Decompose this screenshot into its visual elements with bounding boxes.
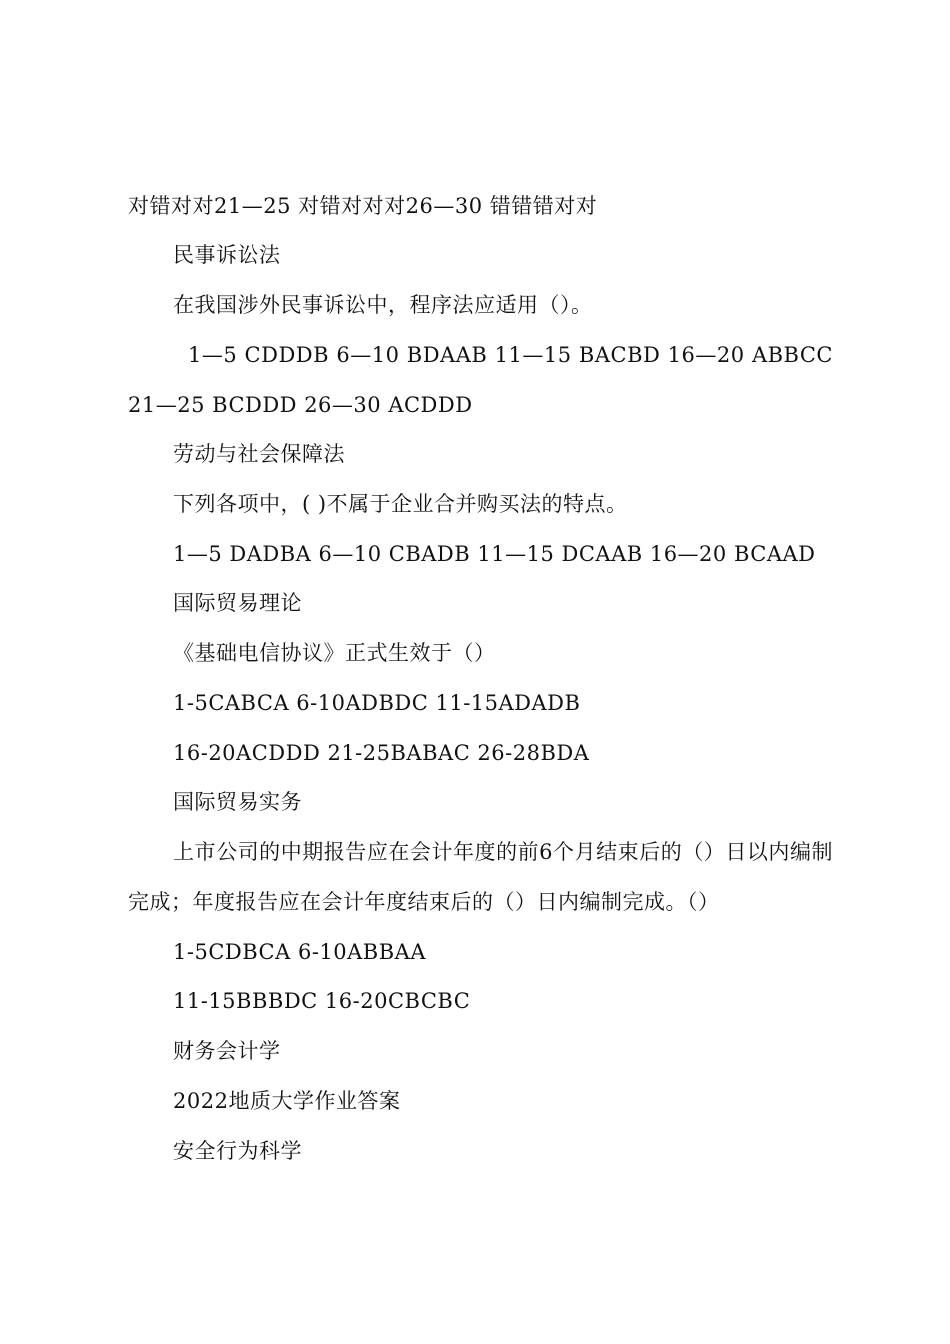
section-heading-civil-procedure: 民事诉讼法 [173, 243, 281, 267]
question-text: 《基础电信协议》正式生效于（） [173, 641, 496, 665]
answer-line: 11-15BBBDC 16-20CBCBC [173, 989, 471, 1013]
section-heading-financial-accounting: 财务会计学 [173, 1039, 281, 1063]
answer-line-judgement: 对错对对21—25 对错对对对26—30 错错错对对 [128, 194, 598, 218]
question-text: 上市公司的中期报告应在会计年度的前6个月结束后的（）日以内编制完成；年度报告应在会计年度结束后的（）日内编制完成。（） [128, 840, 833, 914]
answer-line: 1—5 DADBA 6—10 CBADB 11—15 DCAAB 16—20 BCAAD [173, 542, 816, 566]
section-heading-safety-behavior: 安全行为科学 [173, 1139, 302, 1163]
document-subtitle: 2022地质大学作业答案 [173, 1089, 401, 1113]
answer-line: 1—5 CDDDB 6—10 BDAAB 11—15 BACBD 16—20 ABBCC 21—25 BCDDD 26—30 ACDDD [128, 343, 833, 417]
section-heading-trade-practice: 国际贸易实务 [173, 790, 302, 814]
answer-line: 16-20ACDDD 21-25BABAC 26-28BDA [173, 741, 590, 765]
question-text: 在我国涉外民事诉讼中，程序法应适用（）。 [173, 293, 593, 317]
question-text: 下列各项中，( )不属于企业合并购买法的特点。 [173, 492, 628, 516]
answer-line: 1-5CABCA 6-10ADBDC 11-15ADADB [173, 691, 581, 715]
section-heading-trade-theory: 国际贸易理论 [173, 591, 302, 615]
answer-line: 1-5CDBCA 6-10ABBAA [173, 940, 426, 964]
section-heading-labor-law: 劳动与社会保障法 [173, 442, 345, 466]
